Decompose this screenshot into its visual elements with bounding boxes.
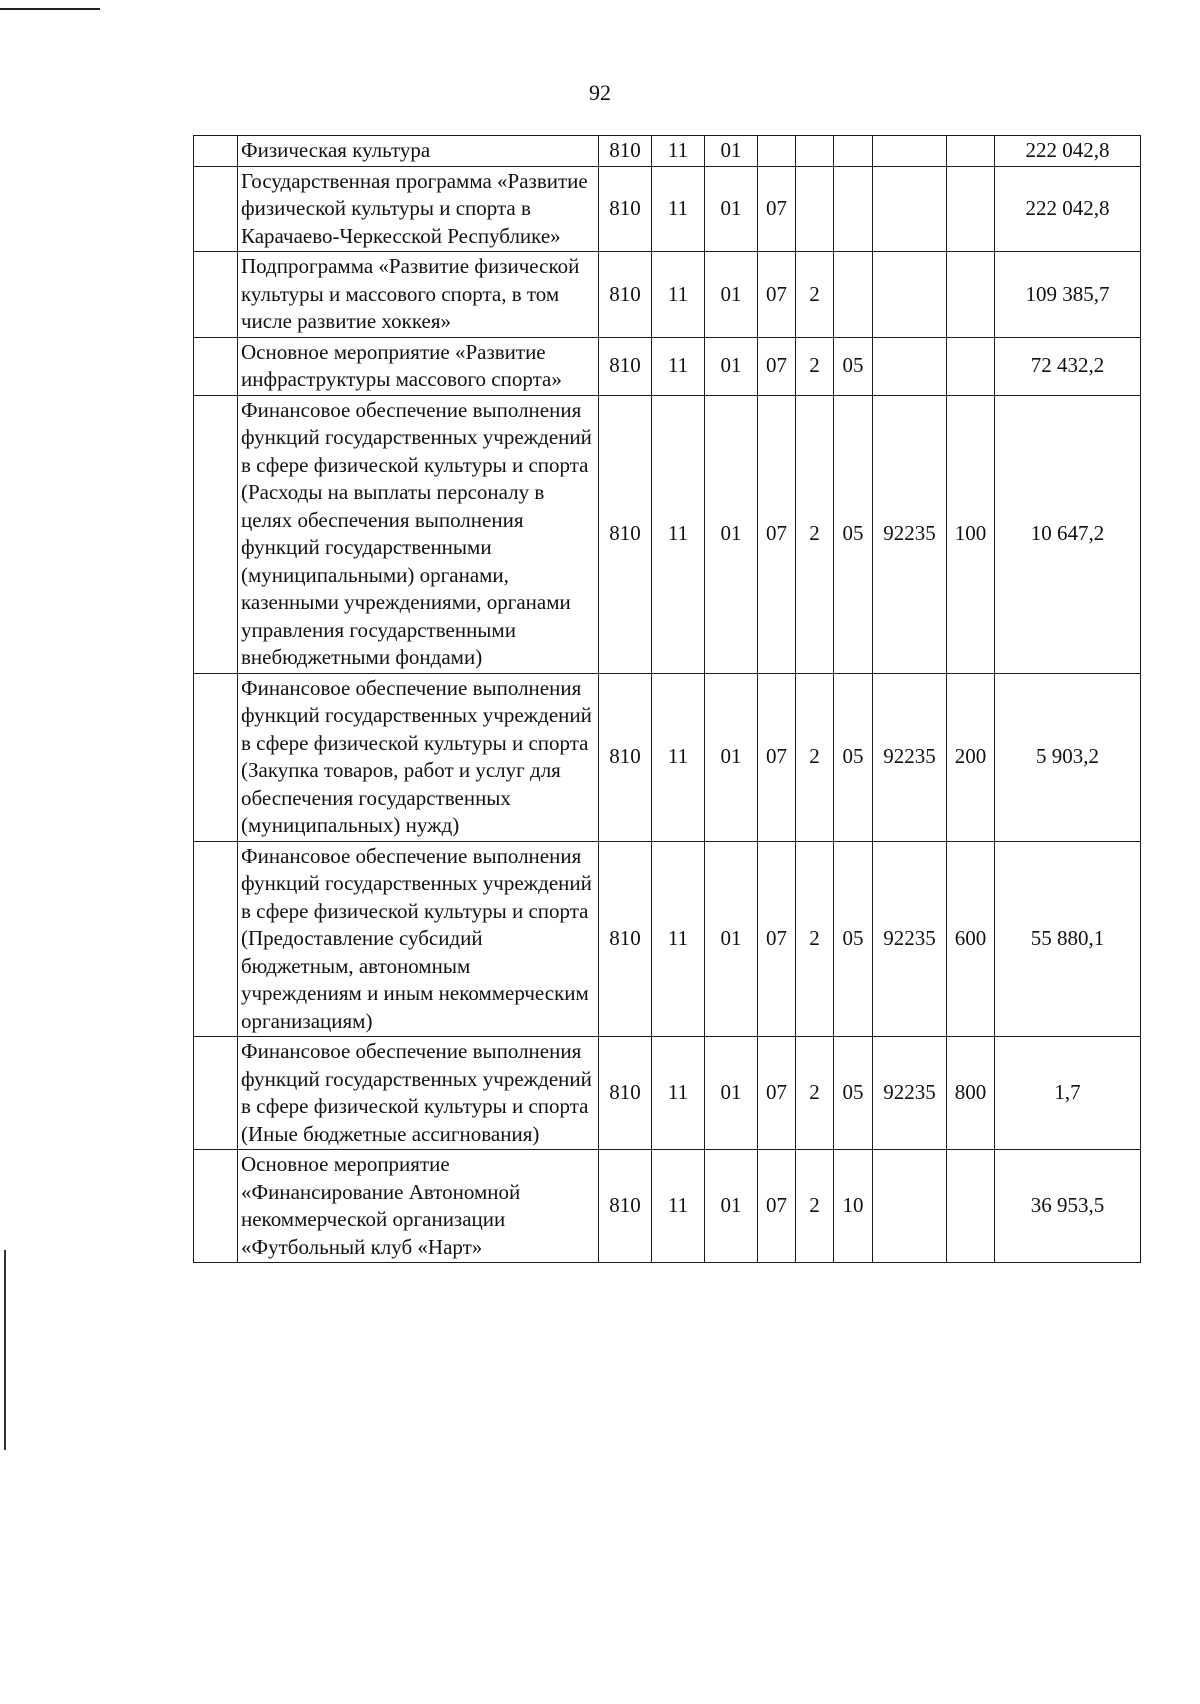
code-cell: 11	[652, 1037, 705, 1150]
code-cell	[796, 136, 834, 167]
row-number-cell	[194, 166, 238, 252]
amount-cell: 1,7	[995, 1037, 1141, 1150]
code-cell	[873, 136, 947, 167]
code-cell	[796, 166, 834, 252]
code-cell: 810	[599, 395, 652, 673]
code-cell: 810	[599, 252, 652, 338]
code-cell: 810	[599, 136, 652, 167]
code-cell: 07	[758, 166, 796, 252]
code-cell: 800	[947, 1037, 995, 1150]
code-cell	[947, 136, 995, 167]
scan-edge-mark	[0, 8, 100, 10]
code-cell: 810	[599, 841, 652, 1037]
code-cell: 2	[796, 673, 834, 841]
code-cell: 05	[834, 673, 873, 841]
amount-cell: 222 042,8	[995, 136, 1141, 167]
amount-cell: 36 953,5	[995, 1150, 1141, 1263]
code-cell	[758, 136, 796, 167]
code-cell	[947, 166, 995, 252]
table-row	[194, 1037, 1141, 1150]
code-cell: 200	[947, 673, 995, 841]
code-cell: 11	[652, 252, 705, 338]
row-name: Финансовое обеспечение выполнения функций государственных учреждений в сфере физической культуры и спорта (Предоставление субсидий бюджетным, автономным учреждениям и иным некоммерческим организациям)	[238, 841, 599, 1037]
code-cell: 11	[652, 1150, 705, 1263]
code-cell: 01	[705, 673, 758, 841]
code-cell: 810	[599, 1037, 652, 1150]
amount-cell: 72 432,2	[995, 337, 1141, 395]
code-cell: 10	[834, 1150, 873, 1263]
row-name: Финансовое обеспечение выполнения функций государственных учреждений в сфере физической культуры и спорта (Закупка товаров, работ и услуг для обеспечения государственных (муниципальных) нужд)	[238, 673, 599, 841]
code-cell: 05	[834, 395, 873, 673]
code-cell: 2	[796, 395, 834, 673]
code-cell: 01	[705, 841, 758, 1037]
code-cell	[873, 166, 947, 252]
row-name: Основное мероприятие «Финансирование Автономной некоммерческой организации «Футбольный клуб «Нарт»	[238, 1150, 599, 1263]
code-cell: 810	[599, 166, 652, 252]
code-cell: 01	[705, 337, 758, 395]
row-name: Государственная программа «Развитие физической культуры и спорта в Карачаево-Черкесской Республике»	[238, 166, 599, 252]
code-cell: 11	[652, 166, 705, 252]
code-cell: 07	[758, 395, 796, 673]
budget-table	[193, 135, 1141, 1263]
row-name: Физическая культура	[238, 136, 599, 167]
table-row	[194, 673, 1141, 841]
code-cell: 07	[758, 337, 796, 395]
code-cell	[834, 252, 873, 338]
row-number-cell	[194, 1150, 238, 1263]
table-row	[194, 252, 1141, 338]
code-cell: 05	[834, 841, 873, 1037]
code-cell: 11	[652, 841, 705, 1037]
amount-cell: 5 903,2	[995, 673, 1141, 841]
code-cell: 100	[947, 395, 995, 673]
code-cell: 92235	[873, 1037, 947, 1150]
code-cell: 05	[834, 337, 873, 395]
code-cell: 600	[947, 841, 995, 1037]
code-cell	[873, 1150, 947, 1263]
table-row	[194, 841, 1141, 1037]
row-name: Финансовое обеспечение выполнения функций государственных учреждений в сфере физической культуры и спорта (Расходы на выплаты персоналу в целях обеспечения выполнения функций государственными (муниципальными) органами, казенными учреждениями, органами управления государственными внебюджетными фондами)	[238, 395, 599, 673]
code-cell: 810	[599, 1150, 652, 1263]
code-cell: 11	[652, 395, 705, 673]
table-row	[194, 136, 1141, 167]
code-cell: 2	[796, 337, 834, 395]
code-cell: 11	[652, 673, 705, 841]
row-number-cell	[194, 337, 238, 395]
amount-cell: 222 042,8	[995, 166, 1141, 252]
code-cell: 01	[705, 395, 758, 673]
code-cell: 2	[796, 841, 834, 1037]
code-cell: 01	[705, 136, 758, 167]
code-cell: 92235	[873, 841, 947, 1037]
code-cell: 07	[758, 1150, 796, 1263]
code-cell: 01	[705, 1037, 758, 1150]
code-cell: 11	[652, 136, 705, 167]
table-row	[194, 166, 1141, 252]
code-cell: 07	[758, 841, 796, 1037]
code-cell	[834, 136, 873, 167]
code-cell: 07	[758, 252, 796, 338]
amount-cell: 55 880,1	[995, 841, 1141, 1037]
row-name: Подпрограмма «Развитие физической культуры и массового спорта, в том числе развитие хоккея»	[238, 252, 599, 338]
code-cell: 92235	[873, 673, 947, 841]
code-cell: 01	[705, 1150, 758, 1263]
code-cell	[834, 166, 873, 252]
row-number-cell	[194, 673, 238, 841]
row-number-cell	[194, 1037, 238, 1150]
code-cell	[947, 337, 995, 395]
row-number-cell	[194, 252, 238, 338]
row-number-cell	[194, 136, 238, 167]
code-cell: 07	[758, 673, 796, 841]
code-cell: 810	[599, 337, 652, 395]
code-cell: 2	[796, 1150, 834, 1263]
code-cell: 01	[705, 252, 758, 338]
code-cell: 05	[834, 1037, 873, 1150]
amount-cell: 10 647,2	[995, 395, 1141, 673]
page-number: 92	[589, 80, 611, 105]
row-name: Основное мероприятие «Развитие инфраструктуры массового спорта»	[238, 337, 599, 395]
row-name: Финансовое обеспечение выполнения функций государственных учреждений в сфере физической культуры и спорта (Иные бюджетные ассигнования)	[238, 1037, 599, 1150]
amount-cell: 109 385,7	[995, 252, 1141, 338]
row-number-cell	[194, 841, 238, 1037]
scan-edge-mark	[4, 1250, 6, 1450]
code-cell: 2	[796, 1037, 834, 1150]
code-cell	[873, 252, 947, 338]
code-cell	[873, 337, 947, 395]
row-number-cell	[194, 395, 238, 673]
code-cell: 01	[705, 166, 758, 252]
table-row	[194, 337, 1141, 395]
code-cell: 11	[652, 337, 705, 395]
code-cell	[947, 1150, 995, 1263]
code-cell	[947, 252, 995, 338]
table-row	[194, 1150, 1141, 1263]
code-cell: 07	[758, 1037, 796, 1150]
code-cell: 92235	[873, 395, 947, 673]
code-cell: 2	[796, 252, 834, 338]
code-cell: 810	[599, 673, 652, 841]
table-row	[194, 395, 1141, 673]
